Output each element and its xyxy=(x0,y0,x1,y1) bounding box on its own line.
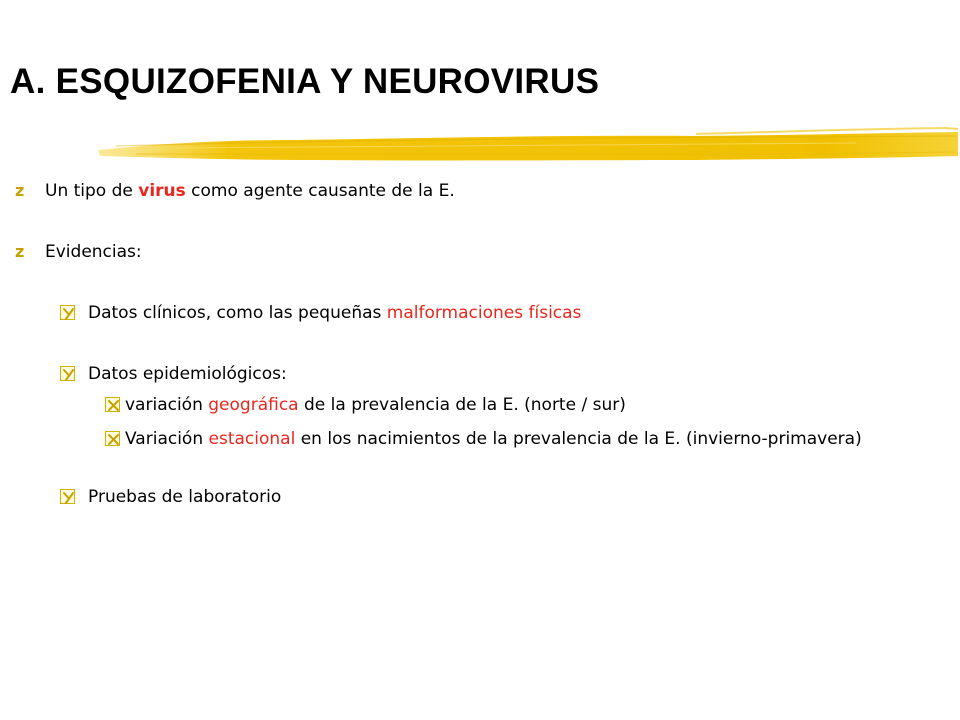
bullet-text-post: en los nacimientos de la prevalencia de la E. (invierno-primavera) xyxy=(295,429,862,449)
y-box-bullet-icon xyxy=(60,366,75,381)
y-box-bullet-icon xyxy=(60,489,75,504)
bullet-text-pre: variación xyxy=(125,395,209,415)
x-box-bullet-icon xyxy=(105,397,120,412)
z-bullet-icon: z xyxy=(15,181,25,200)
bullet-text-pre: Datos clínicos, como las pequeñas xyxy=(88,303,387,323)
bullet-text: Evidencias: xyxy=(45,242,142,262)
highlight-virus: virus xyxy=(138,181,186,201)
bullet-text: Datos epidemiológicos: xyxy=(88,364,287,384)
x-box-bullet-icon xyxy=(105,431,120,446)
bullet-text-post: como agente causante de la E. xyxy=(185,181,455,201)
bullet-text-pre: Variación xyxy=(125,429,209,449)
bullet-text-pre: Un tipo de xyxy=(45,181,139,201)
slide-title: A. ESQUIZOFENIA Y NEUROVIRUS xyxy=(10,62,600,101)
highlight-malformaciones: malformaciones físicas xyxy=(386,303,582,323)
z-bullet-icon: z xyxy=(15,242,25,261)
highlight-geografica: geográfica xyxy=(208,395,299,415)
bullet-text-post: de la prevalencia de la E. (norte / sur) xyxy=(298,395,626,415)
y-box-bullet-icon xyxy=(60,305,75,320)
bullet-text: Pruebas de laboratorio xyxy=(88,487,282,507)
highlight-estacional: estacional xyxy=(208,429,296,449)
title-highlighter-stroke xyxy=(96,126,960,170)
